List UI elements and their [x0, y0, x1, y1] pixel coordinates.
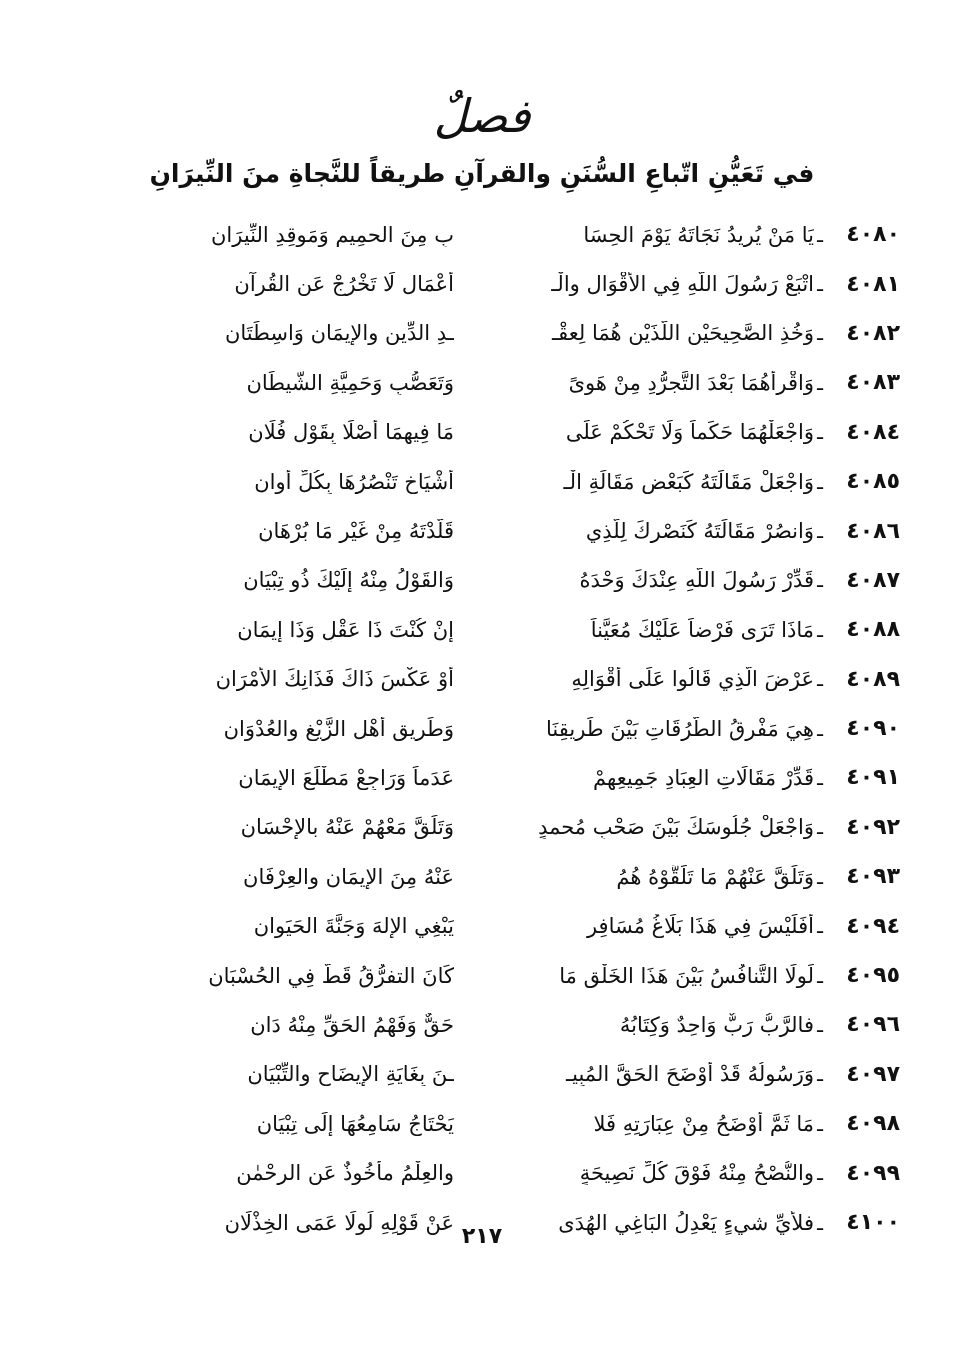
second-hemistich: أعْمَالِ لَا تَخْرُجْ عَنِ القُرآنِ — [234, 272, 454, 297]
verse-row — [70, 1000, 900, 1049]
first-hemistich: وَرَسُولُهُ قَدْ أَوْضَحَ الحَقَّ المُبِيـ — [565, 1062, 814, 1087]
verse-row — [70, 210, 900, 259]
first-hemistich: وَخُذِ الصَّحِيحَيْنِ اللَّذَيْنِ هُمَا لِعقْـ — [551, 321, 814, 346]
second-hemistich: مَا فِيهِمَا أَصْلًا بِقَوْلِ فُلَانِ — [248, 420, 454, 445]
verse-dash: ـ — [817, 617, 823, 642]
verse-dash: ـ — [817, 765, 823, 790]
verse-row — [70, 309, 900, 358]
first-hemistich: وَاجْعَلْهُمَا حَكَماً وَلَا تَحْكُمْ عَلَى — [565, 420, 814, 445]
first-hemistich: يَا مَنْ يُرِيدُ نَجَاتَهُ يَوْمَ الحِسَا — [583, 222, 814, 247]
verse-number: ٤٠٨٣ — [846, 370, 900, 396]
verse-dash: ـ — [817, 519, 823, 544]
verse-row — [70, 704, 900, 753]
verse-number: ٤٠٩١ — [846, 765, 900, 791]
verse-dash: ـ — [817, 1111, 823, 1136]
second-hemistich: والعِلْمُ مأخُوذٌ عَنِ الرحْمٰنِ — [236, 1161, 454, 1186]
first-hemistich: وَانصُرْ مَقَالَتَهُ كَنَصْرِكَ لِلَّذِي — [585, 519, 814, 544]
first-hemistich: اتْبَعْ رَسُولَ اللَّهِ فِي الأَقْوَالِ والْـ — [551, 272, 814, 297]
verse-number: ٤٠٩٢ — [846, 814, 900, 840]
second-hemistich: ـدِ الدِّينِ والإِيمَانِ وَاسِطَتَانِ — [224, 321, 454, 346]
verse-number: ٤٠٩٧ — [846, 1061, 900, 1087]
second-hemistich: وَتَعَصُّبٍ وَحَمِيَّةِ الشَّيطَانِ — [246, 370, 454, 395]
verse-row — [70, 605, 900, 654]
second-hemistich: وَتَلَقَّ مَعْهُمْ عَنْهُ بالإِحْسَانِ — [240, 815, 454, 840]
verse-dash: ـ — [817, 272, 823, 297]
verse-number: ٤٠٨٠ — [846, 222, 900, 248]
verse-dash: ـ — [817, 815, 823, 840]
second-hemistich: عَنْ قَوْلِهِ لَولَا عَمَى الخِذْلَانِ — [224, 1210, 454, 1235]
verse-dash: ـ — [817, 963, 823, 988]
verse-dash: ـ — [817, 420, 823, 445]
verse-number: ٤٠٨٢ — [846, 320, 900, 346]
verse-row — [70, 1148, 900, 1197]
verse-number: ٤٠٨٩ — [846, 666, 900, 692]
verse-dash: ـ — [817, 1012, 823, 1037]
second-hemistich: وَطَرِيقِ أَهْلِ الزَّيْغِ والعُدْوَانِ — [223, 716, 454, 741]
verse-dash: ـ — [817, 370, 823, 395]
verse-number: ٤٠٨٧ — [846, 567, 900, 593]
verse-number: ٤٠٨١ — [846, 271, 900, 297]
page-number: ٢١٧ — [461, 1224, 503, 1249]
first-hemistich: فلأيِّ شيءٍ يَعْدِلُ البَاغِي الهُدَى — [558, 1210, 814, 1235]
verse-number: ٤٠٩٥ — [846, 963, 900, 989]
first-hemistich: مَا ثَمَّ أَوْضَحُ مِنْ عِبَارَتِهِ فَلا — [593, 1111, 814, 1136]
second-hemistich: عَنْهُ مِنَ الإِيمَانِ والعِرْفَانِ — [243, 864, 454, 889]
first-hemistich: عَرْضَ الَّذِي قَالُوا عَلَى أَقْوَالِهِ — [571, 667, 814, 692]
second-hemistich: وَالقَوْلُ مِنْهُ إِلَيْكَ ذُو تِبْيَانِ — [243, 568, 454, 593]
first-hemistich: أَفَلَيْسَ فِي هَذَا بَلَاغُ مُسَافِرٍ — [586, 914, 814, 939]
verse-row — [70, 1099, 900, 1148]
verse-row — [70, 951, 900, 1000]
verse-number: ٤٠٨٨ — [846, 617, 900, 643]
verse-row — [70, 556, 900, 605]
verse-dash: ـ — [817, 914, 823, 939]
verse-dash: ـ — [817, 864, 823, 889]
first-hemistich: وَاقْرأهُمَا بَعْدَ التَّجرُّدِ مِنْ هَوىً — [568, 370, 814, 395]
verse-number: ٤١٠٠ — [846, 1210, 900, 1235]
first-hemistich: فالرَّبُّ رَبٌّ وَاحِدٌ وَكِتَابُهُ — [619, 1012, 814, 1037]
verse-row — [70, 1050, 900, 1099]
second-hemistich: قَلَّدْتَهُ مِنْ غَيْرِ مَا بُرْهَانِ — [258, 519, 454, 544]
second-hemistich: كَانَ التفرُّقُ قَطُّ فِي الحُسْبَانِ — [208, 963, 454, 988]
first-hemistich: قَدِّرْ رَسُولَ اللَّهِ عِنْدَكَ وَحْدَهُ — [579, 568, 814, 593]
verse-number: ٤٠٨٦ — [846, 518, 900, 544]
verse-number: ٤٠٩٣ — [846, 864, 900, 890]
verse-row — [70, 259, 900, 308]
verse-row — [70, 457, 900, 506]
second-hemistich: يَحْتَاجُ سَامِعُهَا إِلَى تِبْيَانِ — [256, 1111, 454, 1136]
verse-list — [70, 210, 900, 1247]
verse-dash: ـ — [817, 716, 823, 741]
verse-dash: ـ — [817, 321, 823, 346]
verse-row — [70, 408, 900, 457]
section-heading: فصلٌ — [433, 89, 531, 143]
verse-row — [70, 803, 900, 852]
second-hemistich: عَدَماً وَرَاجِعْ مَطْلَعَ الإِيمَانِ — [238, 765, 454, 790]
verse-dash: ـ — [817, 1161, 823, 1186]
first-hemistich: والنُّصْحُ مِنْهُ فَوْقَ كُلِّ نَصِيحَةٍ — [579, 1161, 814, 1186]
verse-row — [70, 901, 900, 950]
verse-dash: ـ — [817, 222, 823, 247]
second-hemistich: إِنْ كُنْتَ ذَا عَقْلٍ وَذَا إِيمَانِ — [237, 617, 454, 642]
verse-dash: ـ — [817, 568, 823, 593]
second-hemistich: ـنَ بِغَايَةِ الإِيضَاحِ والتِّبْيَانِ — [247, 1062, 454, 1087]
verse-number: ٤٠٨٥ — [846, 469, 900, 495]
verse-row — [70, 506, 900, 555]
verse-row — [70, 852, 900, 901]
chapter-title: في تَعَيُّنِ اتّباعِ السُّنَنِ والقرآنِ طريقاً للنَّجاةِ منَ النِّيرَانِ — [149, 159, 815, 188]
first-hemistich: قَدِّرْ مَقَالَاتِ العِبَادِ جَمِيعِهِمْ — [593, 765, 814, 790]
verse-row — [70, 753, 900, 802]
first-hemistich: وَاجْعَلْ جُلُوسَكَ بَيْنَ صَحْبِ مُحمدٍ — [538, 815, 814, 840]
verse-number: ٤٠٩٦ — [846, 1012, 900, 1038]
verse-number: ٤٠٩٨ — [846, 1111, 900, 1137]
verse-dash: ـ — [817, 667, 823, 692]
first-hemistich: وَتَلَقَّ عَنْهُمْ مَا تَلَقَّوْهُ هُمُ — [616, 864, 814, 889]
second-hemistich: بِ مِنَ الحمِيمِ وَمَوقِدِ النِّيرَانِ — [211, 222, 454, 247]
verse-dash: ـ — [817, 1062, 823, 1087]
verse-dash: ـ — [817, 469, 823, 494]
first-hemistich: وَاجْعَلْ مَقَالَتَهُ كَبَعْضِ مَقَالَةِ الْـ — [563, 469, 814, 494]
verse-row — [70, 358, 900, 407]
verse-number: ٤٠٩٠ — [846, 716, 900, 742]
first-hemistich: هِيَ مَفْرِقُ الطُّرُقَاتِ بَيْنَ طَرِيقِنَا — [546, 716, 814, 741]
second-hemistich: أَوْ عَكْسَ ذَاكَ فَذَانِكَ الأَمْرَانِ — [215, 667, 454, 692]
verse-number: ٤٠٩٩ — [846, 1160, 900, 1186]
second-hemistich: حَقٌّ وَفَهْمُ الحَقِّ مِنْهُ دَانِ — [250, 1012, 454, 1037]
second-hemistich: أَشْيَاخِ تَنْصُرُهَا بِكُلِّ أَوانِ — [254, 469, 454, 494]
verse-dash: ـ — [817, 1210, 823, 1235]
second-hemistich: يَبْغِي الإِلهَ وَجَنَّةَ الحَيَوانِ — [253, 914, 454, 939]
first-hemistich: مَاذَا تَرَى فَرْضاً عَلَيْكَ مُعَيَّناً — [590, 617, 814, 642]
verse-number: ٤٠٩٤ — [846, 913, 900, 939]
first-hemistich: لَولَا التَّنافُسُ بَيْنَ هَذَا الخَلْقِ مَا — [559, 963, 814, 988]
verse-number: ٤٠٨٤ — [846, 419, 900, 445]
verse-row — [70, 655, 900, 704]
